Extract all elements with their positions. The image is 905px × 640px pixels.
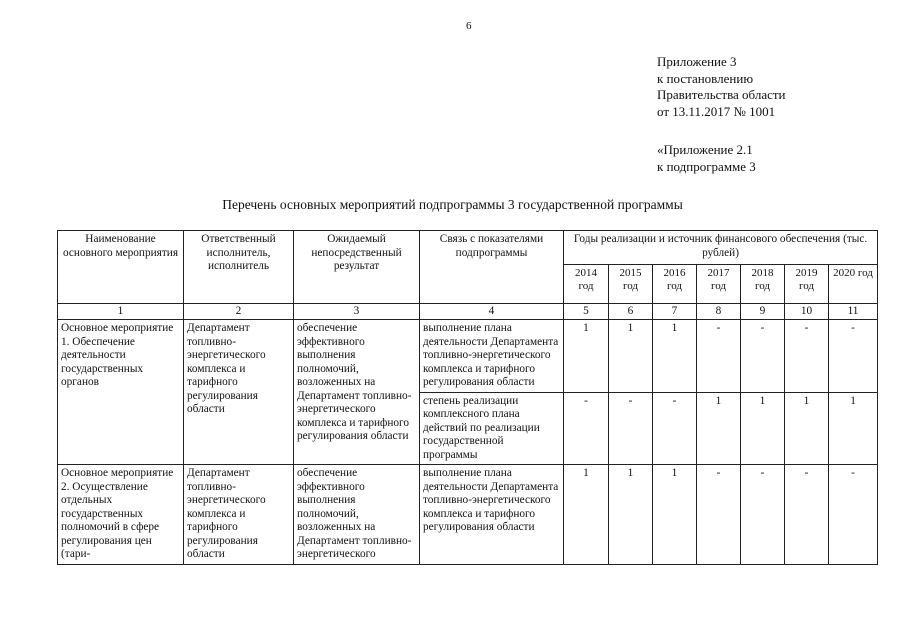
activity-executor: Департамент топливно-энергетического комплекса и тарифного регулирования области (184, 465, 294, 565)
year-value: 1 (564, 320, 609, 393)
table-row (58, 320, 878, 393)
column-number: 5 (564, 304, 609, 320)
year-value: 1 (609, 320, 653, 393)
year-header: 2018 год (741, 265, 785, 304)
indicator-link: выполнение плана деятельности Департамента топливно-энергетического комплекса и тарифного регулирования области (420, 320, 564, 393)
year-value: - (741, 465, 785, 565)
column-number: 3 (294, 304, 420, 320)
header-name: Наименование основного мероприятия (58, 231, 184, 304)
appendix-line: к постановлению (657, 70, 754, 86)
activity-executor: Департамент топливно-энергетического комплекса и тарифного регулирования области (184, 320, 294, 465)
appendix-header (657, 54, 786, 120)
year-header: 2014 год (564, 265, 609, 304)
appendix-line: от 13.11.2017 № 1001 (657, 103, 776, 119)
year-value: - (697, 465, 741, 565)
year-value: 1 (653, 465, 697, 565)
header-link: Связь с показателями подпрограммы (420, 231, 564, 304)
table-row (58, 465, 878, 565)
column-number: 9 (741, 304, 785, 320)
year-value: - (653, 392, 697, 465)
page-number: 6 (466, 20, 472, 32)
column-number: 4 (420, 304, 564, 320)
header-years-group: Годы реализации и источник финансового обеспечения (тыс. рублей) (564, 231, 878, 265)
year-value: - (609, 392, 653, 465)
activity-name: Основное мероприятие 2. Осуществление отдельных государственных полномочий в сфере регулирования цен (тари- (58, 465, 184, 565)
activity-result: обеспечение эффективного выполнения полномочий, возложенных на Департамент топливно-энергетического комплекса и тарифного регулирования области (294, 320, 420, 465)
appendix-sub-line: «Приложение 2.1 (657, 142, 753, 157)
appendix-sub-line: к подпрограмме 3 (657, 158, 756, 174)
indicator-link: степень реализации комплексного плана действий по реализации государственной программы (420, 392, 564, 465)
column-number: 11 (829, 304, 878, 320)
year-header: 2016 год (653, 265, 697, 304)
year-value: 1 (785, 392, 829, 465)
column-number: 7 (653, 304, 697, 320)
year-header: 2020 год (829, 265, 878, 304)
indicator-link: выполнение плана деятельности Департамента топливно-энергетического комплекса и тарифного регулирования области (420, 465, 564, 565)
year-header: 2017 год (697, 265, 741, 304)
year-value: - (785, 320, 829, 393)
header-executor: Ответственный исполнитель, исполнитель (184, 231, 294, 304)
column-number: 2 (184, 304, 294, 320)
year-value: 1 (609, 465, 653, 565)
year-value: - (785, 465, 829, 565)
year-value: - (829, 320, 878, 393)
year-value: 1 (741, 392, 785, 465)
year-value: 1 (653, 320, 697, 393)
year-value: 1 (829, 392, 878, 465)
column-numbers-row (58, 304, 878, 320)
appendix-line: Правительства области (657, 87, 786, 102)
year-value: - (564, 392, 609, 465)
column-number: 6 (609, 304, 653, 320)
column-number: 10 (785, 304, 829, 320)
year-value: - (829, 465, 878, 565)
appendix-line: Приложение 3 (657, 54, 737, 69)
year-header: 2015 год (609, 265, 653, 304)
year-header: 2019 год (785, 265, 829, 304)
activity-result: обеспечение эффективного выполнения полномочий, возложенных на Департамент топливно-энергетического (294, 465, 420, 565)
year-value: 1 (697, 392, 741, 465)
column-number: 1 (58, 304, 184, 320)
header-row (58, 231, 878, 265)
year-value: - (741, 320, 785, 393)
year-value: 1 (564, 465, 609, 565)
document-title: Перечень основных мероприятий подпрограммы 3 государственной программы (222, 197, 683, 212)
column-number: 8 (697, 304, 741, 320)
activity-name: Основное мероприятие 1. Обеспечение деятельности государственных органов (58, 320, 184, 465)
header-result: Ожидаемый непосредственный результат (294, 231, 420, 304)
activities-table (57, 230, 878, 565)
appendix-subheader (657, 142, 756, 175)
year-value: - (697, 320, 741, 393)
